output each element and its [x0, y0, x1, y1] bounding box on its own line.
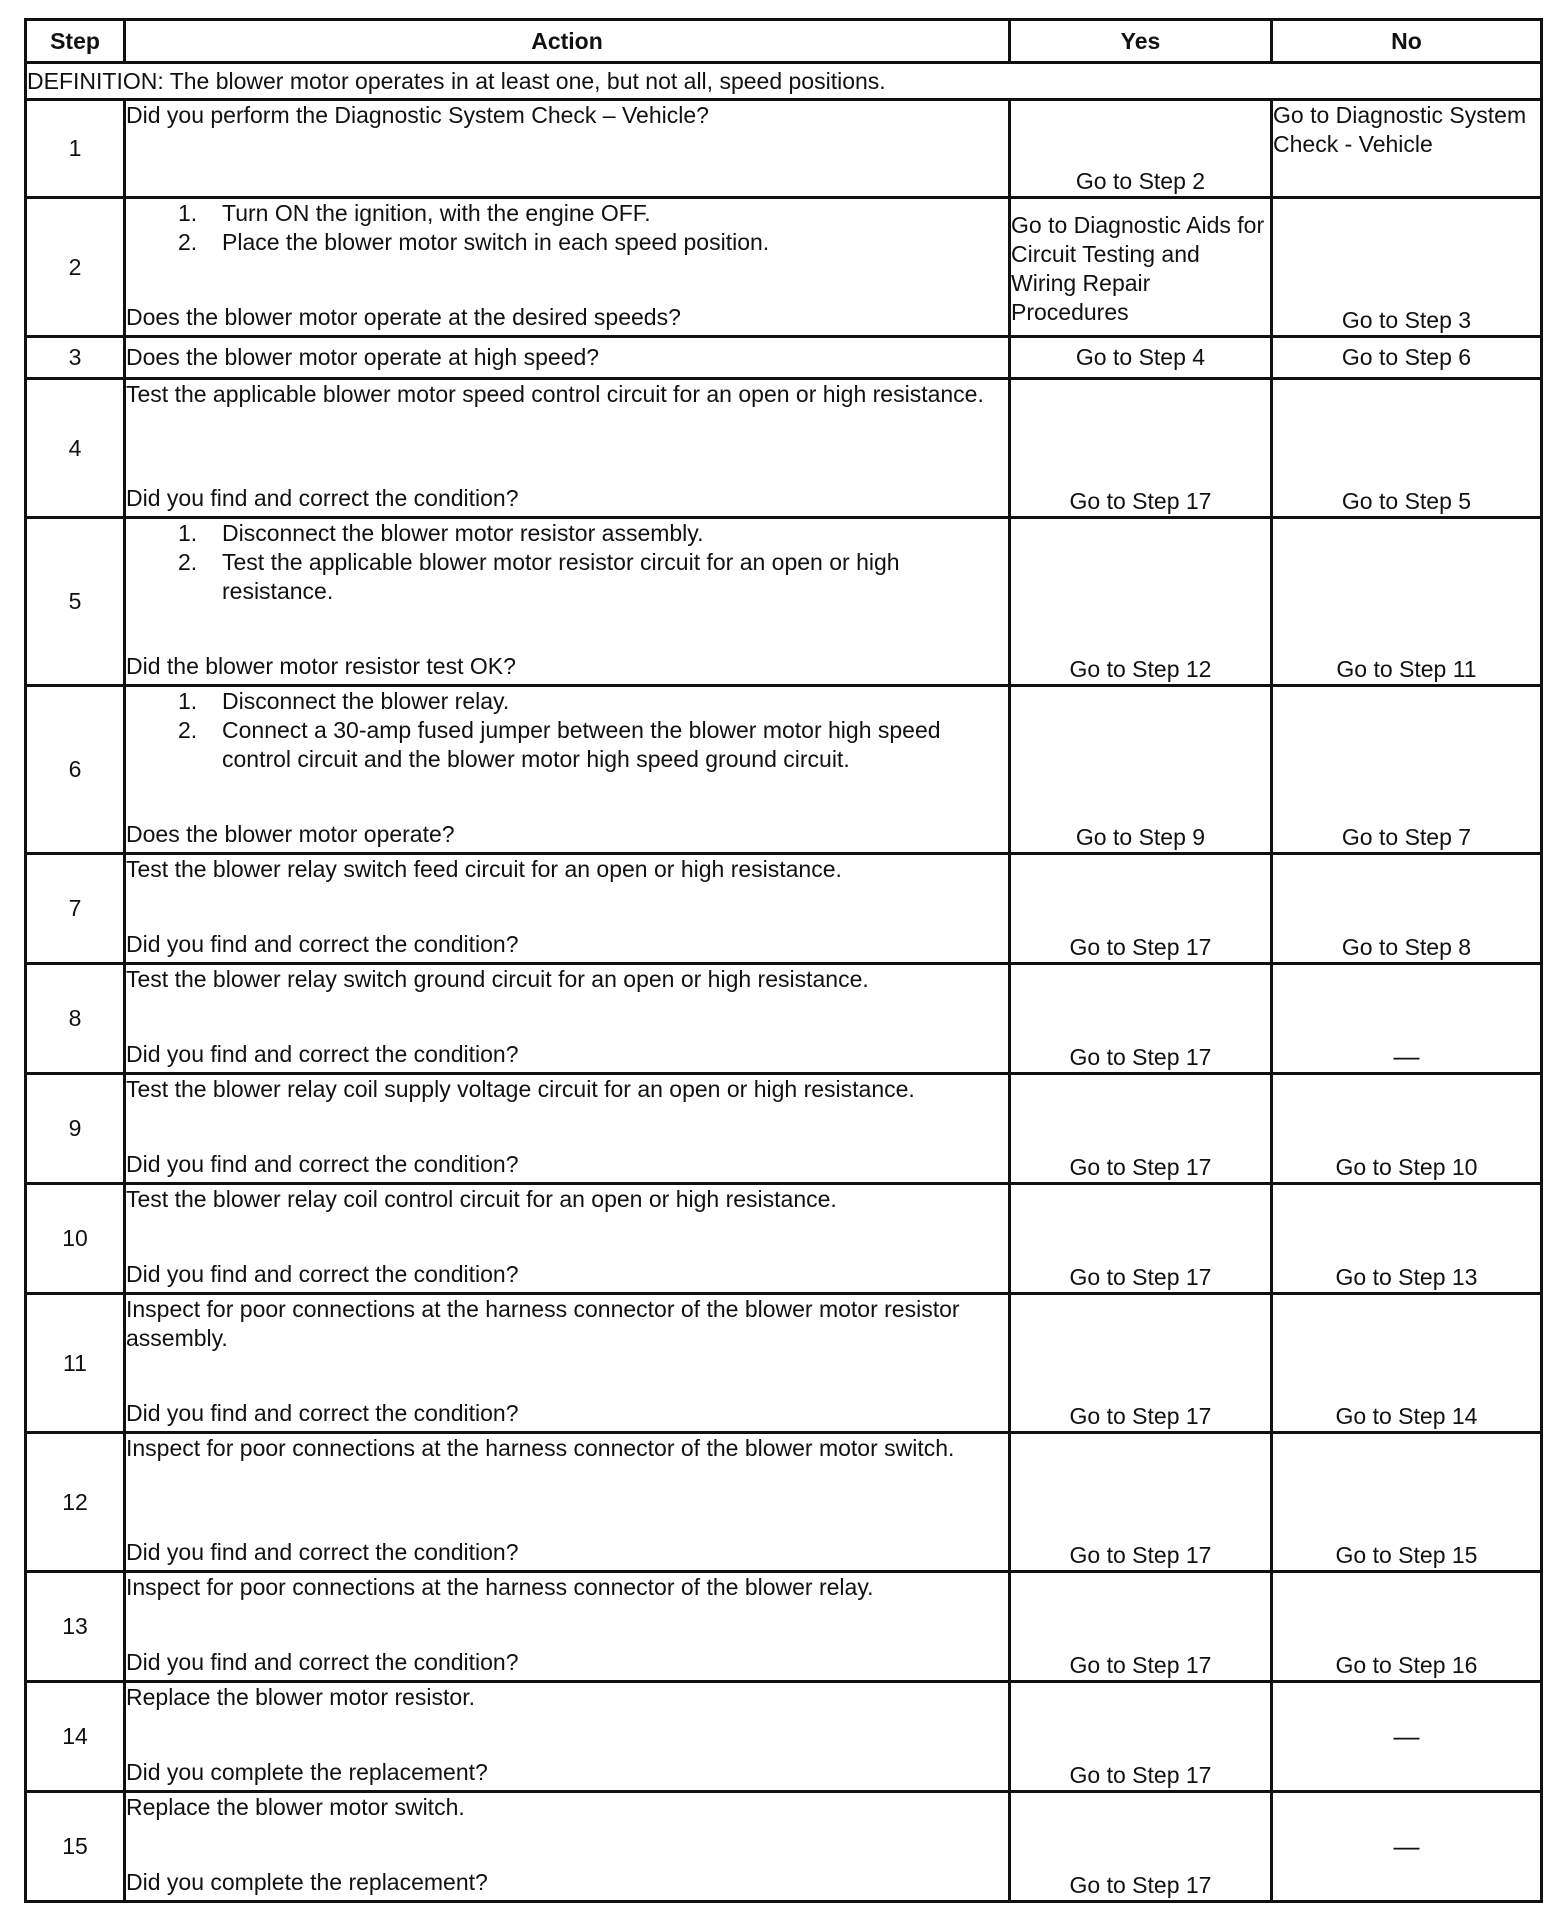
action-cell: [125, 198, 1010, 337]
step-number: 11: [26, 1294, 125, 1433]
substep-list: [126, 687, 1008, 774]
table-row: [26, 964, 1542, 1074]
no-cell: Go to Step 5: [1272, 379, 1542, 518]
table-row: [26, 100, 1542, 198]
action-question: Does the blower motor operate at the desired speeds?: [126, 304, 681, 330]
action-text: Test the blower relay switch ground circuit for an open or high resistance.: [126, 966, 869, 992]
table-row: [26, 686, 1542, 854]
action-cell: [125, 1682, 1010, 1792]
action-text: Inspect for poor connections at the harness connector of the blower motor switch.: [126, 1435, 955, 1461]
action-text: Replace the blower motor switch.: [126, 1794, 465, 1820]
substep: Test the applicable blower motor resistor circuit for an open or high resistance.: [222, 549, 900, 604]
no-cell: Go to Step 8: [1272, 854, 1542, 964]
no-cell: Go to Step 14: [1272, 1294, 1542, 1433]
substep-list: [126, 519, 1008, 606]
step-number: 1: [26, 100, 125, 198]
action-question: Did you find and correct the condition?: [126, 931, 519, 957]
step-number: 15: [26, 1792, 125, 1902]
step-number: 6: [26, 686, 125, 854]
header-no: No: [1272, 20, 1542, 63]
substep-list: [126, 199, 1008, 257]
no-cell: Go to Step 3: [1272, 198, 1542, 337]
table-row: [26, 1294, 1542, 1433]
action-cell: [125, 1792, 1010, 1902]
substep: Place the blower motor switch in each speed position.: [222, 229, 770, 255]
action-text: Test the blower relay coil supply voltage circuit for an open or high resistance.: [126, 1076, 915, 1102]
action-cell: [125, 1572, 1010, 1682]
action-text: Does the blower motor operate at high speed?: [125, 337, 1010, 379]
diagnostic-table: [24, 18, 1543, 1903]
table-row: [26, 1184, 1542, 1294]
action-text: Test the applicable blower motor speed control circuit for an open or high resistance.: [126, 381, 984, 407]
no-cell: [1272, 1682, 1542, 1792]
action-question: Did you find and correct the condition?: [126, 1649, 519, 1675]
action-question: Did the blower motor resistor test OK?: [126, 653, 516, 679]
action-text: Did you perform the Diagnostic System Check – Vehicle?: [126, 102, 709, 128]
action-question: Did you complete the replacement?: [126, 1759, 488, 1785]
no-cell: Go to Step 15: [1272, 1433, 1542, 1572]
yes-cell: Go to Step 4: [1010, 337, 1272, 379]
step-number: 12: [26, 1433, 125, 1572]
yes-cell: Go to Step 17: [1010, 1572, 1272, 1682]
action-question: Did you find and correct the condition?: [126, 485, 519, 511]
action-question: Did you find and correct the condition?: [126, 1400, 519, 1426]
yes-cell: Go to Step 17: [1010, 379, 1272, 518]
table-row: [26, 518, 1542, 686]
header-row: [26, 20, 1542, 63]
table-row: [26, 1792, 1542, 1902]
substep: Disconnect the blower motor resistor assembly.: [222, 520, 704, 546]
action-cell: [125, 100, 1010, 198]
no-cell: Go to Diagnostic System Check - Vehicle: [1272, 100, 1542, 198]
action-cell: [125, 518, 1010, 686]
action-question: Did you find and correct the condition?: [126, 1539, 519, 1565]
table-row: [26, 337, 1542, 379]
no-cell: Go to Step 16: [1272, 1572, 1542, 1682]
action-question: Did you find and correct the condition?: [126, 1151, 519, 1177]
dash: —: [1393, 1041, 1420, 1071]
step-number: 7: [26, 854, 125, 964]
yes-cell: Go to Step 2: [1010, 100, 1272, 198]
header-yes: Yes: [1010, 20, 1272, 63]
action-cell: [125, 1074, 1010, 1184]
step-number: 5: [26, 518, 125, 686]
step-number: 9: [26, 1074, 125, 1184]
yes-cell: Go to Step 9: [1010, 686, 1272, 854]
substep: Connect a 30-amp fused jumper between the blower motor high speed control circuit and the blower motor high speed ground circuit.: [222, 717, 941, 772]
action-question: Does the blower motor operate?: [126, 821, 455, 847]
yes-cell: Go to Step 17: [1010, 854, 1272, 964]
action-question: Did you find and correct the condition?: [126, 1261, 519, 1287]
no-cell: Go to Step 7: [1272, 686, 1542, 854]
yes-cell: Go to Step 17: [1010, 1074, 1272, 1184]
table-row: [26, 379, 1542, 518]
step-number: 2: [26, 198, 125, 337]
yes-cell: Go to Step 17: [1010, 1792, 1272, 1902]
no-cell: Go to Step 10: [1272, 1074, 1542, 1184]
table-row: [26, 854, 1542, 964]
yes-cell: Go to Step 17: [1010, 964, 1272, 1074]
yes-cell: Go to Step 17: [1010, 1682, 1272, 1792]
action-cell: [125, 379, 1010, 518]
action-text: Test the blower relay coil control circuit for an open or high resistance.: [126, 1186, 837, 1212]
definition-row: [26, 63, 1542, 100]
action-text: Inspect for poor connections at the harness connector of the blower motor resistor assembly.: [126, 1296, 960, 1351]
dash: —: [1393, 1830, 1420, 1861]
no-cell: [1272, 964, 1542, 1074]
action-cell: [125, 686, 1010, 854]
no-cell: Go to Step 11: [1272, 518, 1542, 686]
action-cell: [125, 1184, 1010, 1294]
action-text: Inspect for poor connections at the harness connector of the blower relay.: [126, 1574, 874, 1600]
dash: —: [1393, 1720, 1420, 1751]
action-text: Test the blower relay switch feed circuit for an open or high resistance.: [126, 856, 842, 882]
yes-cell: Go to Step 17: [1010, 1184, 1272, 1294]
substep: Disconnect the blower relay.: [222, 688, 510, 714]
action-question: Did you find and correct the condition?: [126, 1041, 519, 1067]
no-cell: [1272, 1792, 1542, 1902]
table-row: [26, 1572, 1542, 1682]
action-question: Did you complete the replacement?: [126, 1869, 488, 1895]
step-number: 13: [26, 1572, 125, 1682]
action-text: Replace the blower motor resistor.: [126, 1684, 475, 1710]
header-step: Step: [26, 20, 125, 63]
step-number: 8: [26, 964, 125, 1074]
action-cell: [125, 1294, 1010, 1433]
yes-cell: Go to Diagnostic Aids for Circuit Testing and Wiring Repair Procedures: [1010, 198, 1272, 337]
step-number: 3: [26, 337, 125, 379]
yes-cell: Go to Step 17: [1010, 1433, 1272, 1572]
no-cell: Go to Step 13: [1272, 1184, 1542, 1294]
table-row: [26, 1433, 1542, 1572]
substep: Turn ON the ignition, with the engine OFF.: [222, 200, 651, 226]
yes-cell: Go to Step 17: [1010, 1294, 1272, 1433]
yes-cell: Go to Step 12: [1010, 518, 1272, 686]
header-action: Action: [125, 20, 1010, 63]
action-cell: [125, 964, 1010, 1074]
no-cell: Go to Step 6: [1272, 337, 1542, 379]
action-cell: [125, 854, 1010, 964]
step-number: 10: [26, 1184, 125, 1294]
step-number: 14: [26, 1682, 125, 1792]
table-row: [26, 1074, 1542, 1184]
table-row: [26, 198, 1542, 337]
action-cell: [125, 1433, 1010, 1572]
definition-text: DEFINITION: The blower motor operates in at least one, but not all, speed positions.: [26, 63, 1542, 100]
step-number: 4: [26, 379, 125, 518]
table-row: [26, 1682, 1542, 1792]
